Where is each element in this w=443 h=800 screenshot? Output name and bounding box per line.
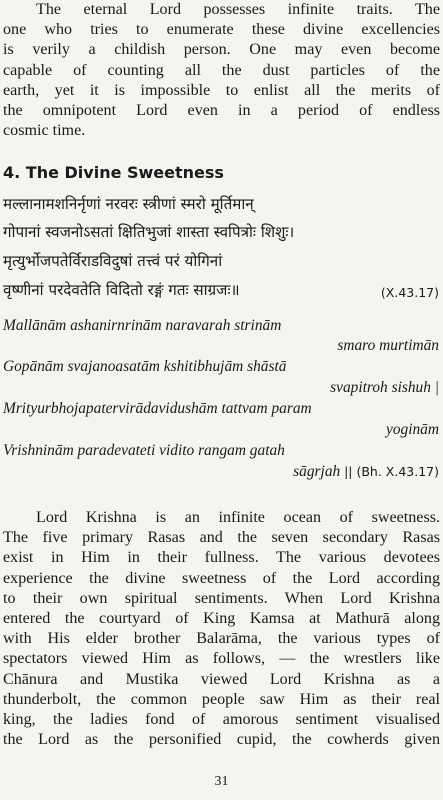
body-line: Lord Krishna is an infinite ocean of sweetness. <box>36 509 440 526</box>
translit-line: Gopānām svajanoasatām kshitibhujām shāstā <box>3 358 287 375</box>
intro-line: capable of counting all the dust particles of the <box>3 61 440 79</box>
translit-line: Mrityurbhojapatervirādavidushām tattvam param <box>3 400 312 417</box>
translit-line: smaro murtimān <box>337 337 439 354</box>
body-paragraph <box>3 508 440 750</box>
body-line: Chānura and Mustika viewed Lord Krishna as a <box>3 670 440 688</box>
body-line: spectators viewed Him as follows, — the wrestlers like <box>3 650 440 668</box>
intro-line: is verily a childish person. One may even become <box>3 41 440 59</box>
translit-line: svapitroh sishuh | <box>330 379 439 396</box>
translit-line: Vrishninām paradevateti vidito rangam gatah <box>3 442 285 459</box>
intro-paragraph <box>3 0 440 141</box>
body-line: experience the divine sweetness of the Lord according <box>3 569 440 587</box>
sanskrit-line: मल्लानामशनिर्नृणां नरवरः स्त्रीणां स्मरो मूर्तिमान् <box>3 195 254 213</box>
intro-line: cosmic time. <box>3 122 86 140</box>
body-line: entered the courtyard of King Kamsa at Mathurā along <box>3 610 440 628</box>
intro-line: The eternal Lord possesses infinite traits. The <box>36 1 440 18</box>
body-line: to their own spiritual sentiments. When Lord Krishna <box>3 589 440 607</box>
sanskrit-line: गोपानां स्वजनोऽसतां क्षितिभुजां शास्ता स्वपित्रोः शिशुः। <box>3 223 295 241</box>
translit-text: sāgrjah <box>293 463 341 480</box>
sanskrit-reference: (X.43.17) <box>380 285 439 300</box>
body-line: king, the ladies fond of amorous sentiment visualised <box>3 711 440 729</box>
intro-line: the omnipotent Lord even in a period of endless <box>3 102 440 120</box>
sanskrit-line: मृत्युर्भोजपतेर्विराडविदुषां तत्त्वं परं योगिनां <box>3 252 223 270</box>
body-line: The five primary Rasas and the seven secondary Rasas <box>3 529 440 547</box>
verse-reference: || (Bh. X.43.17) <box>344 464 439 479</box>
body-line: exist in Him in their fullness. The various devotees <box>3 549 440 567</box>
intro-line: one who tries to enumerate these divine excellencies <box>3 21 440 39</box>
page-number: 31 <box>214 774 229 789</box>
sanskrit-line: वृष्णीनां परदेवतेति विदितो रङ्गं गतः साग्रजः॥ <box>3 281 240 299</box>
body-line: the Lord as the personified cupid, the cowherds given <box>3 731 440 749</box>
translit-line-final <box>293 462 439 482</box>
intro-line: earth, yet it is impossible to enlist all the merits of <box>3 81 440 99</box>
body-line: thunderbolt, the common people saw Him as their real <box>3 690 440 708</box>
section-heading: 4. The Divine Sweetness <box>3 163 224 182</box>
translit-line: yoginām <box>385 421 439 438</box>
body-line: with His elder brother Balarāma, the various types of <box>3 630 440 648</box>
translit-line: Mallānām ashanirnrinām naravarah strinām <box>3 317 282 334</box>
